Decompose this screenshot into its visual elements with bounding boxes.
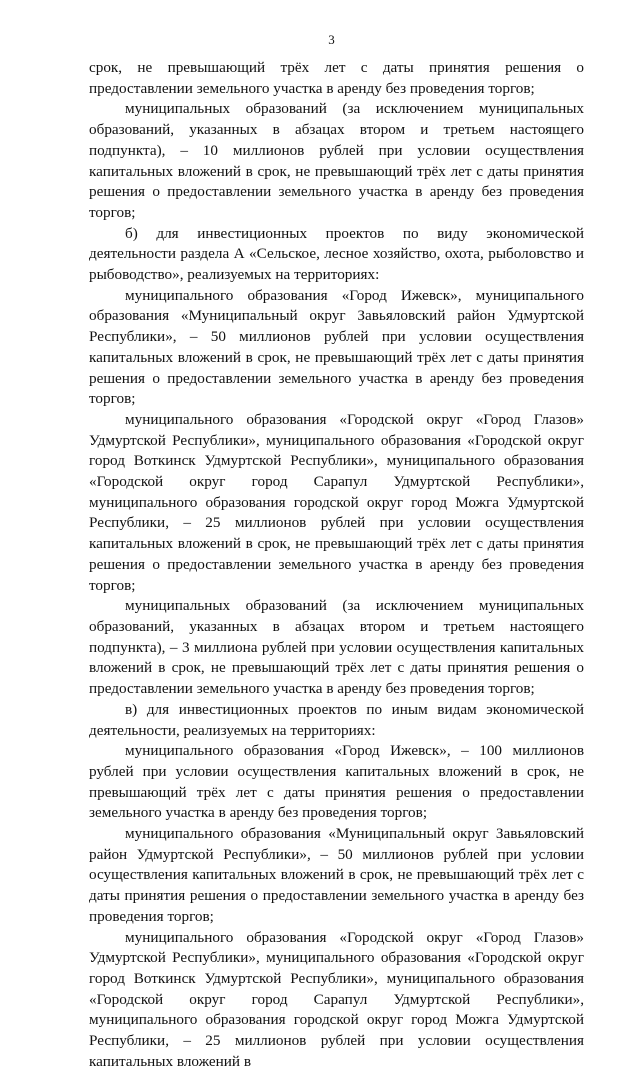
- page-number: 3: [328, 32, 335, 47]
- paragraph: в) для инвестиционных проектов по иным видам экономической деятельности, реализуемых на территориях:: [89, 700, 584, 739]
- paragraph: муниципального образования «Городской округ «Город Глазов» Удмуртской Республики», муниципального образования «Городской округ город Воткинск Удмуртской Республики», муниципального образования «Городской округ город Сарапул Удмуртской Республики», муниципального образования городской округ город Можга Удмуртской Республики, – 25 миллионов рублей при условии осуществления капитальных вложений в: [89, 928, 584, 1070]
- paragraph: б) для инвестиционных проектов по виду экономической деятельности раздела А «Сельское, лесное хозяйство, охота, рыболовство и рыбоводство», реализуемых на территориях:: [89, 224, 584, 284]
- paragraph: муниципального образования «Городской округ «Город Глазов» Удмуртской Республики», муниципального образования «Городской округ город Воткинск Удмуртской Республики», муниципального образования «Городской округ город Сарапул Удмуртской Республики», муниципального образования городской округ город Можга Удмуртской Республики, – 25 миллионов рублей при условии осуществления капитальных вложений в срок, не превышающий трёх лет с даты принятия решения о предоставлении земельного участка в аренду без проведения торгов;: [89, 410, 584, 594]
- paragraph: муниципального образования «Город Ижевск», – 100 миллионов рублей при условии осуществления капитальных вложений в срок, не превышающий трёх лет с даты принятия решения о предоставлении земельного участка в аренду без проведения торгов;: [89, 742, 584, 822]
- paragraph: срок, не превышающий трёх лет с даты принятия решения о предоставлении земельного участка в аренду без проведения торгов;: [89, 59, 584, 97]
- paragraph: муниципальных образований (за исключением муниципальных образований, указанных в абзацах втором и третьем настоящего подпункта), – 3 миллиона рублей при условии осуществления капитальных вложений в срок, не превышающий трёх лет с даты принятия решения о предоставлении земельного участка в аренду без проведения торгов;: [89, 597, 584, 698]
- document-body: [89, 58, 584, 1072]
- paragraph: муниципальных образований (за исключением муниципальных образований, указанных в абзацах втором и третьем настоящего подпункта), – 10 миллионов рублей при условии осуществления капитальных вложений в срок, не превышающий трёх лет с даты принятия решения о предоставлении земельного участка в аренду без проведения торгов;: [89, 100, 584, 221]
- paragraph: муниципального образования «Город Ижевск», муниципального образования «Муниципальный округ Завьяловский район Удмуртской Республики», – 50 миллионов рублей при условии осуществления капитальных вложений в срок, не превышающий трёх лет с даты принятия решения о предоставлении земельного участка в аренду без проведения торгов;: [89, 286, 584, 408]
- paragraph: муниципального образования «Муниципальный округ Завьяловский район Удмуртской Республики», – 50 миллионов рублей при условии осуществления капитальных вложений в срок, не превышающий трёх лет с даты принятия решения о предоставлении земельного участка в аренду без проведения торгов;: [89, 825, 584, 925]
